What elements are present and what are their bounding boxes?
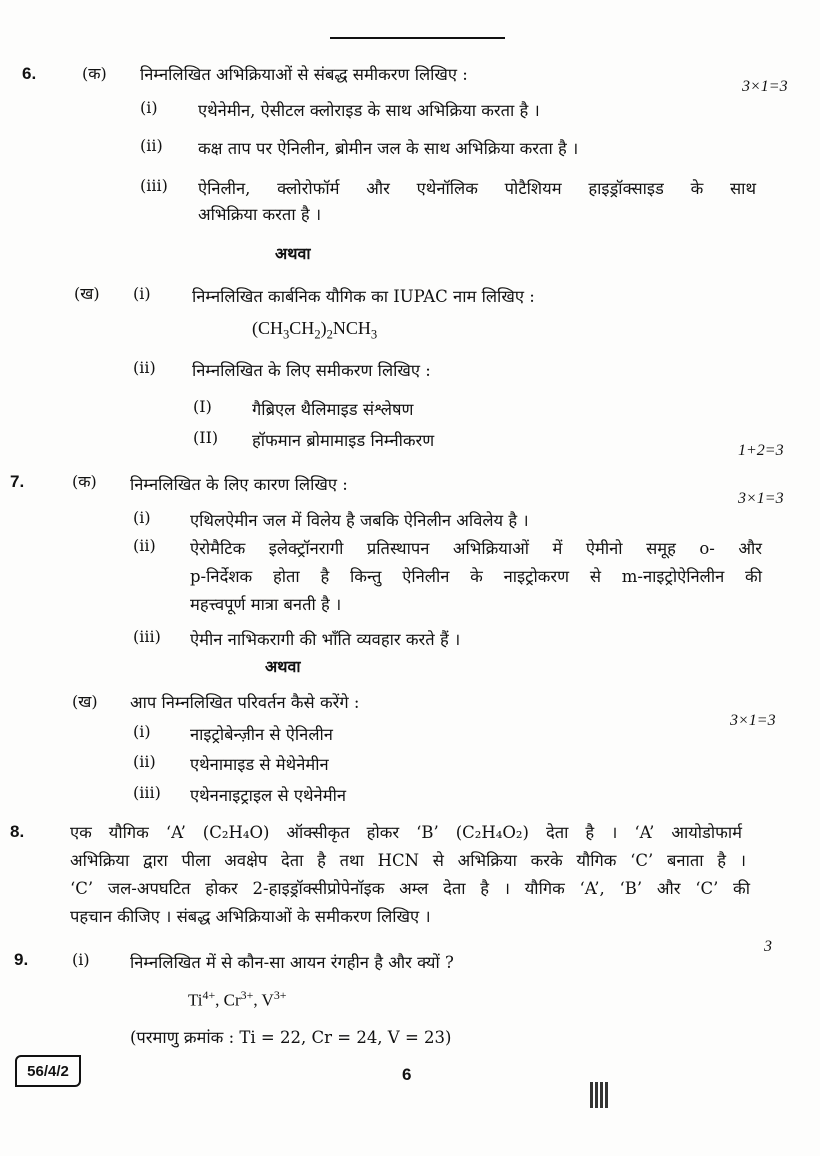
question-number-6: 6. xyxy=(22,64,37,83)
q6-b-i-text: निम्नलिखित कार्बनिक यौगिक का IUPAC नाम लिखिए : xyxy=(192,287,535,306)
formula-part: (CH xyxy=(252,318,283,338)
q7-a-ii-line1: ऐरोमैटिक इलेक्ट्रॉनरागी प्रतिस्थापन अभिक्रियाओं में ऐमीनो समूह o- और xyxy=(190,539,762,558)
paper-code-badge: 56/4/2 xyxy=(15,1055,81,1087)
q9-atomic-numbers: (परमाणु क्रमांक : Ti = 22, Cr = 24, V = 23) xyxy=(130,1028,452,1047)
q7-a-ii-line3: महत्त्वपूर्ण मात्रा बनती है । xyxy=(190,595,342,614)
q7-a-iii-text: ऐमीन नाभिकरागी की भाँति व्यवहार करते हैं । xyxy=(190,630,461,649)
q6-part-a-label: (क) xyxy=(82,64,107,83)
q7-b-i-text: नाइट्रोबेन्ज़ीन से ऐनिलीन xyxy=(190,725,333,744)
question-number-8: 8. xyxy=(10,822,25,841)
ion-ti: Ti xyxy=(188,990,203,1010)
q6-a-iii-label: (iii) xyxy=(140,176,168,195)
formula-part: ) xyxy=(320,318,327,338)
q7-b-ii-label: (ii) xyxy=(133,752,156,771)
q6-a-ii-label: (ii) xyxy=(140,136,163,155)
q7-a-iii-label: (iii) xyxy=(133,627,161,646)
ion-charge: 4+ xyxy=(202,988,216,1002)
q7-a-marks: 3×1=3 xyxy=(738,490,784,507)
q7-b-i-label: (i) xyxy=(133,722,151,741)
q7-b-iii-text: एथेननाइट्राइल से एथेनेमीन xyxy=(190,786,347,805)
q7-part-a-label: (क) xyxy=(72,472,97,491)
q6-a-ii-text: कक्ष ताप पर ऐनिलीन, ब्रोमीन जल के साथ अभिक्रिया करता है । xyxy=(198,139,579,158)
q6-a-i-label: (i) xyxy=(140,98,158,117)
q7-a-i-text: एथिलऐमीन जल में विलेय है जबकि ऐनिलीन अविलेय है । xyxy=(190,511,529,530)
q9-ions: $Ti^{4+}$, $Cr^{3+}$, $V^{3+}$ xyxy=(188,988,287,1010)
formula-subscript: 3 xyxy=(370,327,378,342)
top-rule xyxy=(330,37,505,39)
q7-or-divider: अथवा xyxy=(265,657,301,676)
q7-part-b-label: (ख) xyxy=(72,692,98,711)
q7-b-ii-text: एथेनामाइड से मेथेनेमीन xyxy=(190,755,329,774)
q8-line1: एक यौगिक ‘A’ (C₂H₄O) ऑक्सीकृत होकर ‘B’ (C₂H₄O₂) देता है । ‘A’ आयोडोफार्म xyxy=(70,823,742,842)
q6-b-ii-label: (ii) xyxy=(133,358,156,377)
formula-subscript: 2 xyxy=(326,327,333,342)
qr-code-icon xyxy=(590,1082,610,1108)
q6-a-stem: निम्नलिखित अभिक्रियाओं से संबद्ध समीकरण लिखिए : xyxy=(140,65,468,84)
q6-b-marks: 1+2=3 xyxy=(738,442,784,459)
q6-b-ii-II-label: (II) xyxy=(193,428,219,447)
q7-a-ii-label: (ii) xyxy=(133,536,156,555)
q6-b-ii-I-label: (I) xyxy=(193,397,212,416)
ion-cr: Cr xyxy=(223,990,241,1010)
formula-subscript: 3 xyxy=(283,327,290,342)
q7-b-marks: 3×1=3 xyxy=(730,712,776,729)
q8-line2: अभिक्रिया द्वारा पीला अवक्षेप देता है तथा HCN से अभिक्रिया करके यौगिक ‘C’ बनाता है । xyxy=(70,851,746,870)
q9-i-label: (i) xyxy=(72,950,90,969)
q8-marks: 3 xyxy=(764,938,772,955)
q9-i-text: निम्नलिखित में से कौन-सा आयन रंगहीन है और क्यों ? xyxy=(130,953,454,972)
formula-part: CH xyxy=(289,318,315,338)
q8-line4: पहचान कीजिए । संबद्ध अभिक्रियाओं के समीकरण लिखिए । xyxy=(70,907,431,926)
q6-a-marks: 3×1=3 xyxy=(742,78,788,95)
ion-charge: 3+ xyxy=(273,988,287,1002)
q6-or-divider: अथवा xyxy=(275,244,311,263)
q7-a-i-label: (i) xyxy=(133,508,151,527)
q7-b-stem: आप निम्नलिखित परिवर्तन कैसे करेंगे : xyxy=(130,693,360,712)
q6-part-b-label: (ख) xyxy=(74,284,100,303)
page-number: 6 xyxy=(402,1065,412,1084)
q6-a-iii-line1: ऐनिलीन, क्लोरोफॉर्म और एथेनॉलिक पोटैशियम हाइड्रॉक्साइड के साथ xyxy=(198,179,756,198)
q6-b-ii-text: निम्नलिखित के लिए समीकरण लिखिए : xyxy=(192,361,431,380)
q6-b-formula xyxy=(252,318,377,343)
formula-subscript: 2 xyxy=(314,327,321,342)
question-number-9: 9. xyxy=(14,950,29,969)
q7-a-ii-line2: p-निर्देशक होता है किन्तु ऐनिलीन के नाइट्रोकरण से m-नाइट्रोऐनिलीन की xyxy=(190,567,762,586)
q8-line3: ‘C’ जल-अपघटित होकर 2-हाइड्रॉक्सीप्रोपेनॉइक अम्ल देता है । यौगिक ‘A’, ‘B’ और ‘C’ की xyxy=(70,879,750,898)
q6-b-ii-I-text: गैब्रिएल थैलिमाइड संश्लेषण xyxy=(252,400,414,419)
q7-b-iii-label: (iii) xyxy=(133,783,161,802)
question-number-7: 7. xyxy=(10,472,25,491)
q6-b-ii-II-text: हॉफमान ब्रोमामाइड निम्नीकरण xyxy=(252,431,435,450)
q7-a-stem: निम्नलिखित के लिए कारण लिखिए : xyxy=(130,475,348,494)
q6-b-i-label: (i) xyxy=(133,284,151,303)
formula-part: NCH xyxy=(332,318,371,338)
ion-charge: 3+ xyxy=(240,988,254,1002)
q6-a-iii-line2: अभिक्रिया करता है । xyxy=(198,205,322,224)
q6-a-i-text: एथेनेमीन, ऐसीटल क्लोराइड के साथ अभिक्रिया करता है । xyxy=(198,101,540,120)
ion-v: V xyxy=(261,990,274,1010)
